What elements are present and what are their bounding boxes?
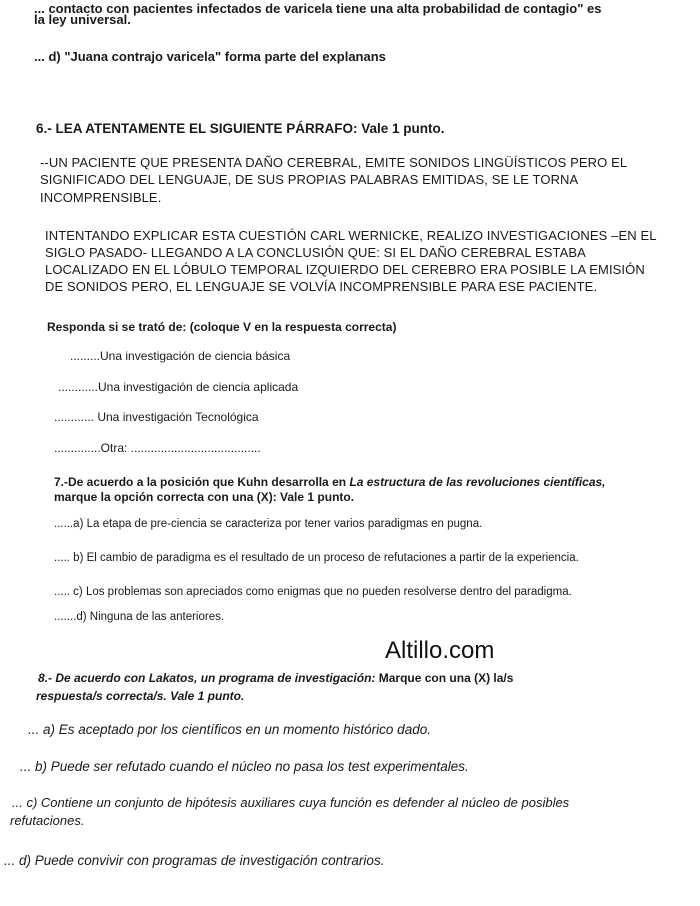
q8-option-c: ... c) Contiene un conjunto de hipótesis auxiliares cuya función es defender al núcleo de posibles <box>12 795 570 810</box>
q7-option-d: .......d) Ninguna de las anteriores. <box>54 611 225 623</box>
q6-instruction: Responda si se trató de: (coloque V en la respuesta correcta) <box>47 320 397 334</box>
q6-p2-line: SIGLO PASADO- LLEGANDO A LA CONCLUSIÓN QUE: SI EL DAÑO CEREBRAL ESTABA <box>45 245 586 260</box>
q6-option-basic-science: .........Una investigación de ciencia básica <box>70 349 291 363</box>
q8-line-1 <box>38 670 513 686</box>
q8-prefix: 8.- De acuerdo con Lakatos, un programa de investigación: <box>38 671 379 685</box>
q5-line-1: ... contacto con pacientes infectados de varicela tiene una alta probabilidad de contagio" es <box>34 1 602 16</box>
q6-p1-line: INCOMPRENSIBLE. <box>40 190 162 205</box>
q8-option-c-continuation: refutaciones. <box>10 813 85 828</box>
q6-option-applied-science: ............Una investigación de ciencia aplicada <box>58 380 299 394</box>
q6-p2-line: LOCALIZADO EN EL LÓBULO TEMPORAL IZQUIERDO DEL CEREBRO ERA POSIBLE LA EMISIÓN <box>45 262 645 277</box>
q8-option-b: ... b) Puede ser refutado cuando el núcleo no pasa los test experimentales. <box>20 759 469 774</box>
q7-line-2: marque la opción correcta con una (X): Vale 1 punto. <box>54 490 355 504</box>
q7-option-c: ..... c) Los problemas son apreciados como enigmas que no pueden resolverse dentro del paradigma. <box>54 586 572 598</box>
q7-option-a: ......a) La etapa de pre-ciencia se caracteriza por tener varios paradigmas en pugna. <box>54 518 483 530</box>
q7-prefix: 7.-De acuerdo a la posición que Kuhn desarrolla en <box>54 475 350 489</box>
q6-option-technological: ............ Una investigación Tecnológica <box>54 410 259 424</box>
q6-p1-line: SIGNIFICADO DEL LENGUAJE, DE SUS PROPIAS PALABRAS EMITIDAS, SE LE TORNA <box>40 172 579 187</box>
q7-line-1 <box>54 474 606 490</box>
q6-p1-line: --UN PACIENTE QUE PRESENTA DAÑO CEREBRAL, EMITE SONIDOS LINGÜÍSTICOS PERO EL <box>40 155 628 170</box>
q7-option-b: ..... b) El cambio de paradigma es el resultado de un proceso de refutaciones a partir de la experiencia. <box>54 552 579 564</box>
q8-instruction-bold: Marque con una (X) la/s <box>378 671 514 685</box>
q8-option-a: ... a) Es aceptado por los científicos en un momento histórico dado. <box>28 722 431 737</box>
q7-book-title: La estructura de las revoluciones científicas, <box>349 475 606 489</box>
q6-option-other: ..............Otra: ....................................... <box>54 441 261 455</box>
q6-p2-line: INTENTANDO EXPLICAR ESTA CUESTIÓN CARL WERNICKE, REALIZO INVESTIGACIONES –EN EL <box>45 228 657 243</box>
q5-option-d: ... d) "Juana contrajo varicela" forma parte del explanans <box>34 49 386 64</box>
q5-line-2: la ley universal. <box>34 12 131 27</box>
q8-line-2: respuesta/s correcta/s. Vale 1 punto. <box>36 689 245 703</box>
q8-option-d: ... d) Puede convivir con programas de investigación contrarios. <box>4 853 385 868</box>
q6-p2-line: DE SONIDOS PERO, EL LENGUAJE SE VOLVÍA INCOMPRENSIBLE PARA ESE PACIENTE. <box>45 279 598 294</box>
watermark: Altillo.com <box>385 637 495 664</box>
q6-heading: 6.- LEA ATENTAMENTE EL SIGUIENTE PÁRRAFO: Vale 1 punto. <box>36 121 445 136</box>
